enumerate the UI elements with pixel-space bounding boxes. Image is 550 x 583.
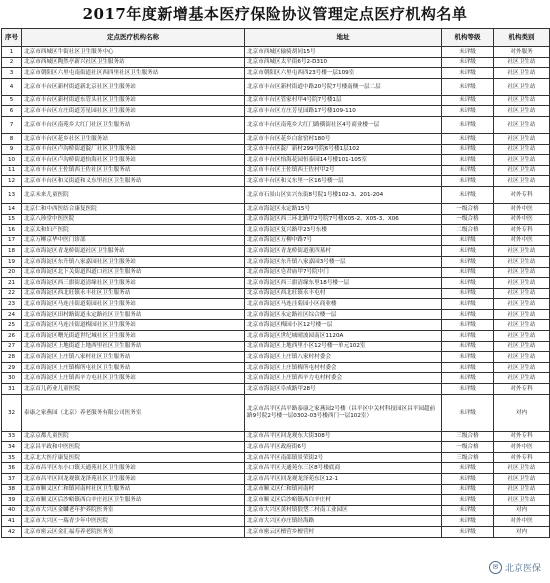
institution-category: 社区卫生站 <box>494 278 550 289</box>
institution-category: 社区卫生站 <box>494 133 550 144</box>
institution-category: 社区卫生站 <box>494 144 550 155</box>
row-number: 25 <box>2 320 22 331</box>
institution-level: 未评级 <box>442 484 494 495</box>
institution-name: 北京市海淀区上地街道上地西里社区卫生服务站 <box>22 341 245 352</box>
table-row <box>2 165 550 176</box>
row-number: 14 <box>2 203 22 214</box>
address: 北京市丰台区方庄芳星园路17号楼109-110 <box>245 106 442 117</box>
institution-level: 未评级 <box>442 68 494 79</box>
table-row <box>2 288 550 299</box>
institution-name: 北京市大兴区一瑞青少年中医医院 <box>22 516 245 527</box>
institution-level: 未评级 <box>442 309 494 320</box>
address: 北京市海淀区西三旗清缘东里18号楼一层 <box>245 278 442 289</box>
row-number: 3 <box>2 68 22 79</box>
address: 北京市海淀区万柳中路7号 <box>245 235 442 246</box>
address: 北京市密云区檀营乡檀营村 <box>245 526 442 537</box>
address: 北京市丰台区怡海花园恒泰园14号楼101-105室 <box>245 155 442 166</box>
table-row <box>2 186 550 203</box>
table-row <box>2 203 550 214</box>
table-row <box>2 78 550 95</box>
institution-level: 未评级 <box>442 526 494 537</box>
address: 北京市昌平区回龙观龙泽苑东区12-1 <box>245 474 442 485</box>
address: 北京市海淀区阜成路甲28号 <box>245 384 442 395</box>
institution-level: 未评级 <box>442 246 494 257</box>
table-row <box>2 484 550 495</box>
institution-level: 未评级 <box>442 320 494 331</box>
row-number: 35 <box>2 452 22 463</box>
table-row <box>2 235 550 246</box>
table-row <box>2 320 550 331</box>
address: 北京市海淀区世纪城晴波园南区1120A <box>245 331 442 342</box>
table-row <box>2 431 550 442</box>
row-number: 13 <box>2 186 22 203</box>
table-row <box>2 452 550 463</box>
institution-category: 社区卫生站 <box>494 106 550 117</box>
institution-level: 未评级 <box>442 505 494 516</box>
institution-level: 未评级 <box>442 267 494 278</box>
row-number: 2 <box>2 57 22 68</box>
address: 北京市昌平区政府街6号 <box>245 442 442 453</box>
institution-category: 社区卫生站 <box>494 331 550 342</box>
institution-name: 北京太和妇产医院 <box>22 225 245 236</box>
institution-name: 北京市西城区牛街社区卫生服务中心 <box>22 47 245 58</box>
table-row <box>2 246 550 257</box>
institution-level: 未评级 <box>442 495 494 506</box>
institution-level: 未评级 <box>442 394 494 431</box>
institution-category: 社区卫生站 <box>494 299 550 310</box>
institution-level: 未评级 <box>442 331 494 342</box>
address: 北京市大兴区亦庄镇经海路 <box>245 516 442 527</box>
table-row <box>2 68 550 79</box>
table-body <box>2 47 550 538</box>
wechat-logo-icon: ✉ <box>489 561 502 574</box>
row-number: 42 <box>2 526 22 537</box>
col-header-level: 机构等级 <box>442 29 494 47</box>
table-row <box>2 309 550 320</box>
table-row <box>2 106 550 117</box>
institution-level: 未评级 <box>442 288 494 299</box>
institution-name: 北京市昌平区回龙观镇龙泽苑社区卫生服务站 <box>22 474 245 485</box>
row-number: 12 <box>2 176 22 187</box>
institution-level: 未评级 <box>442 516 494 527</box>
row-number: 40 <box>2 505 22 516</box>
institution-category: 社区卫生站 <box>494 484 550 495</box>
institution-name: 北京市丰台区方庄街道芳星园社区卫生服务站 <box>22 106 245 117</box>
institution-name: 北京市海淀区西三旗街道清缘社区卫生服务站 <box>22 278 245 289</box>
institution-category: 社区卫生站 <box>494 165 550 176</box>
row-number: 32 <box>2 394 22 431</box>
address: 北京市海淀区永定路社区综合楼一层 <box>245 309 442 320</box>
institution-name: 北京仁和中西医结合康复医院 <box>22 203 245 214</box>
row-number: 10 <box>2 155 22 166</box>
row-number: 21 <box>2 278 22 289</box>
institution-name: 北京市丰台区和义街道和义东里社区卫生服务站 <box>22 176 245 187</box>
institution-category: 对外专科 <box>494 431 550 442</box>
institution-name: 北京市密云区金汇福寿养老院医务室 <box>22 526 245 537</box>
row-number: 16 <box>2 225 22 236</box>
institution-category: 社区卫生站 <box>494 320 550 331</box>
address: 北京市顺义区仁和镇河南村 <box>245 484 442 495</box>
row-number: 30 <box>2 373 22 384</box>
table-row <box>2 442 550 453</box>
institution-name: 北京市朝阳区六里屯南街道社区西四里社区卫生服务站 <box>22 68 245 79</box>
address: 北京市丰台区和义东里一区16号楼一层 <box>245 176 442 187</box>
institution-category: 社区卫生站 <box>494 68 550 79</box>
institution-category: 社区卫生站 <box>494 78 550 95</box>
table-row <box>2 352 550 363</box>
address: 北京市西城区输骑胡同15号 <box>245 47 442 58</box>
address: 北京市丰台区靛厂新村299号院6号楼1层102 <box>245 144 442 155</box>
table-row <box>2 331 550 342</box>
institution-name: 北京市海淀区马连洼街道菊园社区卫生服务站 <box>22 299 245 310</box>
address: 北京市海淀区上地西里小区12号楼一单元102室 <box>245 341 442 352</box>
row-number: 36 <box>2 463 22 474</box>
institution-level: 未评级 <box>442 278 494 289</box>
table-row <box>2 299 550 310</box>
institution-category: 对外专科 <box>494 186 550 203</box>
institution-category: 对外专科 <box>494 384 550 395</box>
institution-name: 北京市海淀区东升镇八家嘉园社区卫生服务站 <box>22 256 245 267</box>
institution-category: 社区卫生站 <box>494 341 550 352</box>
institution-name: 北京市丰台区卢沟桥街道怡海社区卫生服务站 <box>22 155 245 166</box>
address: 北京市昌平区昌平路泰康之家燕园2号楼（昌平区中关村科技园区昌平园超前路9号院2号楼一层0302-03号楼西门一层102室） <box>245 394 442 431</box>
institution-level: 未评级 <box>442 176 494 187</box>
address: 北京市西城区太平街6号2-D310 <box>245 57 442 68</box>
table-row <box>2 495 550 506</box>
institution-category: 社区卫生站 <box>494 463 550 474</box>
watermark-text: 北京医保 <box>504 564 541 574</box>
row-number: 39 <box>2 495 22 506</box>
institution-name: 北京市丰台区卢沟桥街道靛厂社区卫生服务站 <box>22 144 245 155</box>
institution-level: 未评级 <box>442 474 494 485</box>
institution-category: 社区卫生站 <box>494 57 550 68</box>
address: 北京市顺义区后沙峪镇西白辛庄村 <box>245 495 442 506</box>
table-row <box>2 256 550 267</box>
row-number: 22 <box>2 288 22 299</box>
institution-level: 未评级 <box>442 116 494 133</box>
row-number: 18 <box>2 246 22 257</box>
institution-level: 未评级 <box>442 95 494 106</box>
address: 北京市丰台区新村街道中路20号院7号楼南侧一层二层 <box>245 78 442 95</box>
row-number: 8 <box>2 133 22 144</box>
institution-category: 对外中医 <box>494 235 550 246</box>
institution-level: 二级合格 <box>442 225 494 236</box>
address: 北京市海淀区上庄镇梅所屯村村委会 <box>245 362 442 373</box>
table-row <box>2 214 550 225</box>
institution-name: 北京市西城区陶然亭新兴社区卫生服务站 <box>22 57 245 68</box>
table-row <box>2 176 550 187</box>
institution-level: 未评级 <box>442 47 494 58</box>
table-row <box>2 47 550 58</box>
institution-name: 北京市大兴区金麟老年护养院医务室 <box>22 505 245 516</box>
row-number: 34 <box>2 442 22 453</box>
institution-category: 对外中医 <box>494 516 550 527</box>
row-number: 5 <box>2 95 22 106</box>
institution-category: 社区卫生站 <box>494 246 550 257</box>
institution-category: 对外中医 <box>494 442 550 453</box>
table-row <box>2 144 550 155</box>
institution-category: 社区卫生站 <box>494 116 550 133</box>
address: 北京市海淀区永定路15号 <box>245 203 442 214</box>
table-row <box>2 116 550 133</box>
institution-name: 北京市海淀区西北旺镇永丰社区卫生服务站 <box>22 288 245 299</box>
watermark <box>486 560 544 575</box>
institution-level: 一级合格 <box>442 203 494 214</box>
institution-category: 社区卫生站 <box>494 256 550 267</box>
row-number: 4 <box>2 78 22 95</box>
row-number: 37 <box>2 474 22 485</box>
row-number: 38 <box>2 484 22 495</box>
institution-name: 北京市顺义区仁和镇河南村社区卫生服务站 <box>22 484 245 495</box>
institution-category: 社区卫生站 <box>494 95 550 106</box>
institution-level: 一级合格 <box>442 442 494 453</box>
institution-name: 北京万柳京华中医门诊部 <box>22 235 245 246</box>
address: 北京市朝阳区六里屯西四23号楼一层109室 <box>245 68 442 79</box>
institution-level: 未评级 <box>442 106 494 117</box>
institution-level: 未评级 <box>442 57 494 68</box>
row-number: 6 <box>2 106 22 117</box>
table-row <box>2 394 550 431</box>
address: 北京市海淀区青龙桥街道董四墓村 <box>245 246 442 257</box>
row-number: 15 <box>2 214 22 225</box>
row-number: 7 <box>2 116 22 133</box>
institution-name: 北京市丰台区花乡社区卫生服务站 <box>22 133 245 144</box>
institution-level: 未评级 <box>442 144 494 155</box>
institution-category: 社区卫生站 <box>494 267 550 278</box>
institution-level: 未评级 <box>442 133 494 144</box>
institution-level: 未评级 <box>442 352 494 363</box>
institution-category: 社区卫生站 <box>494 176 550 187</box>
row-number: 33 <box>2 431 22 442</box>
institution-name: 北京市海淀区上庄镇八家村社区卫生服务站 <box>22 352 245 363</box>
institution-name: 北京昌平政和中医医院 <box>22 442 245 453</box>
col-header-category: 机构类别 <box>494 29 550 47</box>
row-number: 20 <box>2 267 22 278</box>
institution-category: 对内 <box>494 394 550 431</box>
row-number: 17 <box>2 235 22 246</box>
institution-level: 未评级 <box>442 384 494 395</box>
institution-name: 北京市海淀区北下关街道四道口社区卫生服务站 <box>22 267 245 278</box>
institution-category: 社区卫生站 <box>494 309 550 320</box>
address: 北京市昌平区天通苑东三区8号楼底商 <box>245 463 442 474</box>
institution-name: 北京市丰台区南苑乡大红门社区卫生服务站 <box>22 116 245 133</box>
row-number: 31 <box>2 384 22 395</box>
institution-category: 对外专科 <box>494 452 550 463</box>
institution-name: 北京市海淀区马连洼街道梅园社区卫生服务站 <box>22 320 245 331</box>
institution-level: 未评级 <box>442 235 494 246</box>
institution-name: 北京市丰台区新村街道新北京社区卫生服务站 <box>22 78 245 95</box>
table-row <box>2 225 550 236</box>
institution-level: 未评级 <box>442 165 494 176</box>
institution-name: 北京市海淀区上庄镇梅所屯社区卫生服务站 <box>22 362 245 373</box>
institution-name: 北京未来儿童医院 <box>22 186 245 203</box>
address: 北京市海淀区马连洼菊园小区商业楼 <box>245 299 442 310</box>
institution-category: 社区卫生站 <box>494 288 550 299</box>
col-header-no: 序号 <box>2 29 22 47</box>
table-row <box>2 384 550 395</box>
institution-level: 未评级 <box>442 341 494 352</box>
col-header-name: 定点医疗机构名称 <box>22 29 245 47</box>
col-header-address: 地址 <box>245 29 442 47</box>
institution-category: 社区卫生站 <box>494 155 550 166</box>
table-row <box>2 341 550 352</box>
institution-level: 一级合格 <box>442 214 494 225</box>
institution-level: 三级合格 <box>442 431 494 442</box>
address: 北京市海淀区复兴路甲23号东楼 <box>245 225 442 236</box>
row-number: 19 <box>2 256 22 267</box>
institution-level: 未评级 <box>442 78 494 95</box>
row-number: 41 <box>2 516 22 527</box>
institution-level: 未评级 <box>442 362 494 373</box>
address: 北京市丰台区王佐镇西王佐村甲2号 <box>245 165 442 176</box>
table-row <box>2 526 550 537</box>
institution-name: 北京市顺义区后沙峪镇西白辛庄社区卫生服务站 <box>22 495 245 506</box>
address: 北京市海淀区西三环北路甲2号院7号楼X05-2、X05-3、X06 <box>245 214 442 225</box>
institution-category: 对外中医 <box>494 214 550 225</box>
institution-level: 未评级 <box>442 155 494 166</box>
institution-level: 三级合格 <box>442 452 494 463</box>
address: 北京市丰台区南苑乡大红门路横街社区4号商业楼一层 <box>245 116 442 133</box>
address: 北京市大兴区黄村镇狼垡二村南工业园区 <box>245 505 442 516</box>
row-number: 24 <box>2 309 22 320</box>
institution-level: 未评级 <box>442 463 494 474</box>
table-row <box>2 373 550 384</box>
institution-level: 未评级 <box>442 256 494 267</box>
institution-category: 对外中医 <box>494 203 550 214</box>
institution-name: 北京市丰台区新村街道东管头社区卫生服务站 <box>22 95 245 106</box>
institution-category: 社区卫生站 <box>494 495 550 506</box>
institution-name: 北京市昌平区东小口镇天通苑社区卫生服务站 <box>22 463 245 474</box>
institution-level: 未评级 <box>442 186 494 203</box>
institution-name: 北京首儿药业儿童医院 <box>22 384 245 395</box>
institution-name: 北京市海淀区上庄镇西辛力屯社区卫生服务站 <box>22 373 245 384</box>
institution-category: 对内 <box>494 505 550 516</box>
institution-name: 北京京都儿童医院 <box>22 431 245 442</box>
institution-name: 北京北大医疗康复医院 <box>22 452 245 463</box>
table-row <box>2 474 550 485</box>
row-number: 1 <box>2 47 22 58</box>
table-header-row <box>2 29 550 47</box>
table-row <box>2 267 550 278</box>
institution-category: 社区卫生站 <box>494 373 550 384</box>
institution-name: 北京八珍堂中医医院 <box>22 214 245 225</box>
document-title: 2017年度新增基本医疗保险协议管理定点医疗机构名单 <box>82 5 468 23</box>
row-number: 28 <box>2 352 22 363</box>
institution-category: 对外专科 <box>494 225 550 236</box>
institution-level: 未评级 <box>442 373 494 384</box>
table-row <box>2 133 550 144</box>
institution-category: 社区卫生站 <box>494 474 550 485</box>
address: 北京市石景山区实兴东街8号院1号楼102-3、201-204 <box>245 186 442 203</box>
address: 北京市海淀区皂君庙甲7号院中门 <box>245 267 442 278</box>
institution-category: 社区卫生站 <box>494 362 550 373</box>
table-row <box>2 57 550 68</box>
row-number: 23 <box>2 299 22 310</box>
table-row <box>2 505 550 516</box>
address: 北京市海淀区上庄镇八家村村委会 <box>245 352 442 363</box>
address: 北京市丰台区花乡白盆窑村180号 <box>245 133 442 144</box>
table-row <box>2 463 550 474</box>
institution-category: 对外服务 <box>494 47 550 58</box>
row-number: 29 <box>2 362 22 373</box>
address: 北京市丰台区管家村甲4号院7号楼1层 <box>245 95 442 106</box>
table-row <box>2 95 550 106</box>
table-row <box>2 516 550 527</box>
table-row <box>2 362 550 373</box>
address: 北京市昌平区南邵镇景荣街2号 <box>245 452 442 463</box>
address: 北京市昌平区回龙观东大街308号 <box>245 431 442 442</box>
institution-category: 对内 <box>494 526 550 537</box>
institution-table <box>1 28 550 538</box>
table-row <box>2 155 550 166</box>
institution-name: 泰康之家燕园（北京）养老服务有限公司医务室 <box>22 394 245 431</box>
table-row <box>2 278 550 289</box>
row-number: 9 <box>2 144 22 155</box>
address: 北京市海淀区东升镇八家嘉园3号楼一层 <box>245 256 442 267</box>
row-number: 26 <box>2 331 22 342</box>
address: 北京市海淀区梅园小区12号楼一层 <box>245 320 442 331</box>
row-number: 27 <box>2 341 22 352</box>
row-number: 11 <box>2 165 22 176</box>
institution-name: 北京市海淀区青龙桥街道社区卫生服务站 <box>22 246 245 257</box>
address: 北京市海淀区西北旺镇永丰屯村 <box>245 288 442 299</box>
institution-name: 北京市海淀区曙光街道世纪城社区卫生服务站 <box>22 331 245 342</box>
address: 北京市海淀区上庄镇西辛力屯村村委会 <box>245 373 442 384</box>
institution-level: 未评级 <box>442 299 494 310</box>
institution-name: 北京市海淀区田村路街道永定路社区卫生服务站 <box>22 309 245 320</box>
institution-name: 北京市丰台区王佐镇西王佐社区卫生服务站 <box>22 165 245 176</box>
institution-category: 社区卫生站 <box>494 352 550 363</box>
